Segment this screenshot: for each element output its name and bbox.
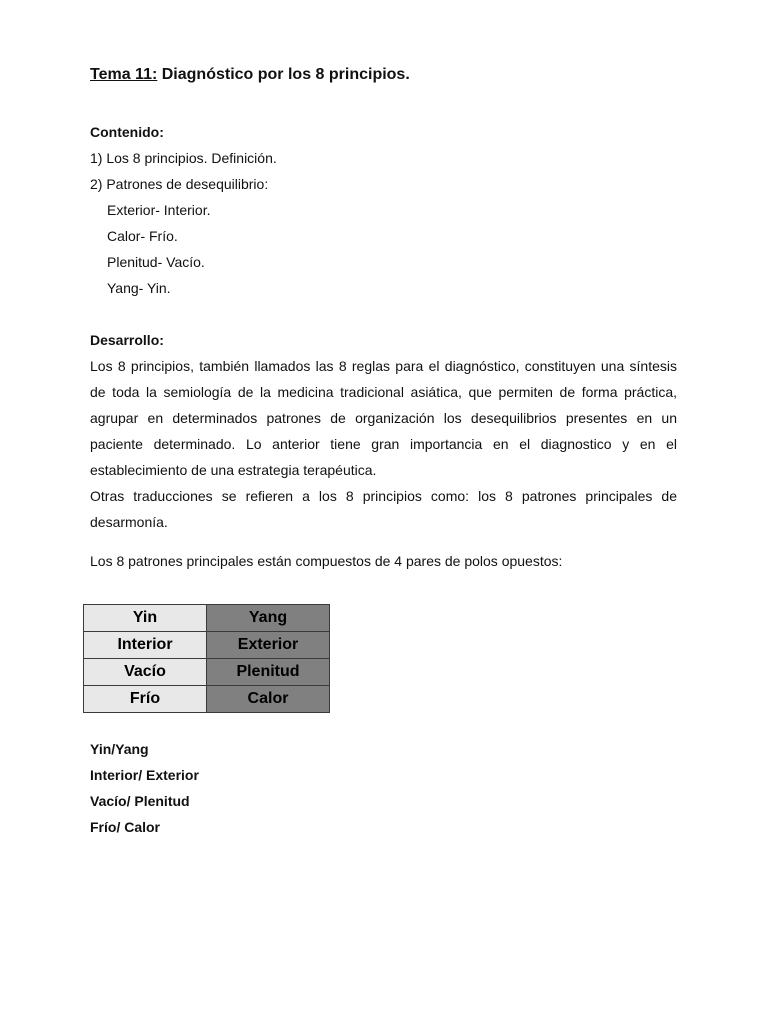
table-cell-yang: Yang — [207, 605, 330, 632]
contenido-subitem: Exterior- Interior. — [107, 202, 211, 218]
contenido-subitem: Yang- Yin. — [107, 280, 171, 296]
pair-item: Vacío/ Plenitud — [90, 793, 190, 809]
desarrollo-heading: Desarrollo: — [90, 332, 164, 348]
contenido-subitem: Calor- Frío. — [107, 228, 178, 244]
table-row — [84, 632, 330, 659]
table-cell-yang: Calor — [207, 686, 330, 713]
document-title — [90, 66, 410, 84]
contenido-heading: Contenido: — [90, 124, 164, 140]
desarrollo-paragraph-3: Los 8 patrones principales están compuestos de 4 pares de polos opuestos: — [90, 553, 563, 569]
table-row — [84, 686, 330, 713]
table-row — [84, 659, 330, 686]
pair-item: Interior/ Exterior — [90, 767, 199, 783]
table-cell-yin: Interior — [84, 632, 207, 659]
table-cell-yang: Plenitud — [207, 659, 330, 686]
contenido-item: 1) Los 8 principios. Definición. — [90, 150, 277, 166]
pair-item: Frío/ Calor — [90, 819, 161, 835]
desarrollo-paragraph-1: Los 8 principios, también llamados las 8 reglas para el diagnóstico, constituyen una síntesis de toda la semiología de la medicina tradicional asiática, que permiten de forma práctica, agrupar en determinados patrones de organización los desequilibrios presentes en un paciente determinado. Lo anterior tiene gran importancia en el diagnostico y en el establecimiento de una estrategia terapéutica. — [90, 358, 677, 478]
title-label: Tema 11: — [90, 66, 158, 83]
pair-item: Yin/Yang — [90, 741, 149, 757]
table-cell-yin: Frío — [84, 686, 207, 713]
table-row — [84, 605, 330, 632]
table-cell-yin: Vacío — [84, 659, 207, 686]
contenido-subitem: Plenitud- Vacío. — [107, 254, 205, 270]
yin-yang-table — [83, 604, 330, 713]
table-cell-yin: Yin — [84, 605, 207, 632]
desarrollo-paragraph-2: Otras traducciones se refieren a los 8 principios como: los 8 patrones principales de desarmonía. — [90, 488, 677, 530]
table-cell-yang: Exterior — [207, 632, 330, 659]
contenido-item: 2) Patrones de desequilibrio: — [90, 176, 269, 192]
title-text: Diagnóstico por los 8 principios. — [157, 66, 410, 83]
